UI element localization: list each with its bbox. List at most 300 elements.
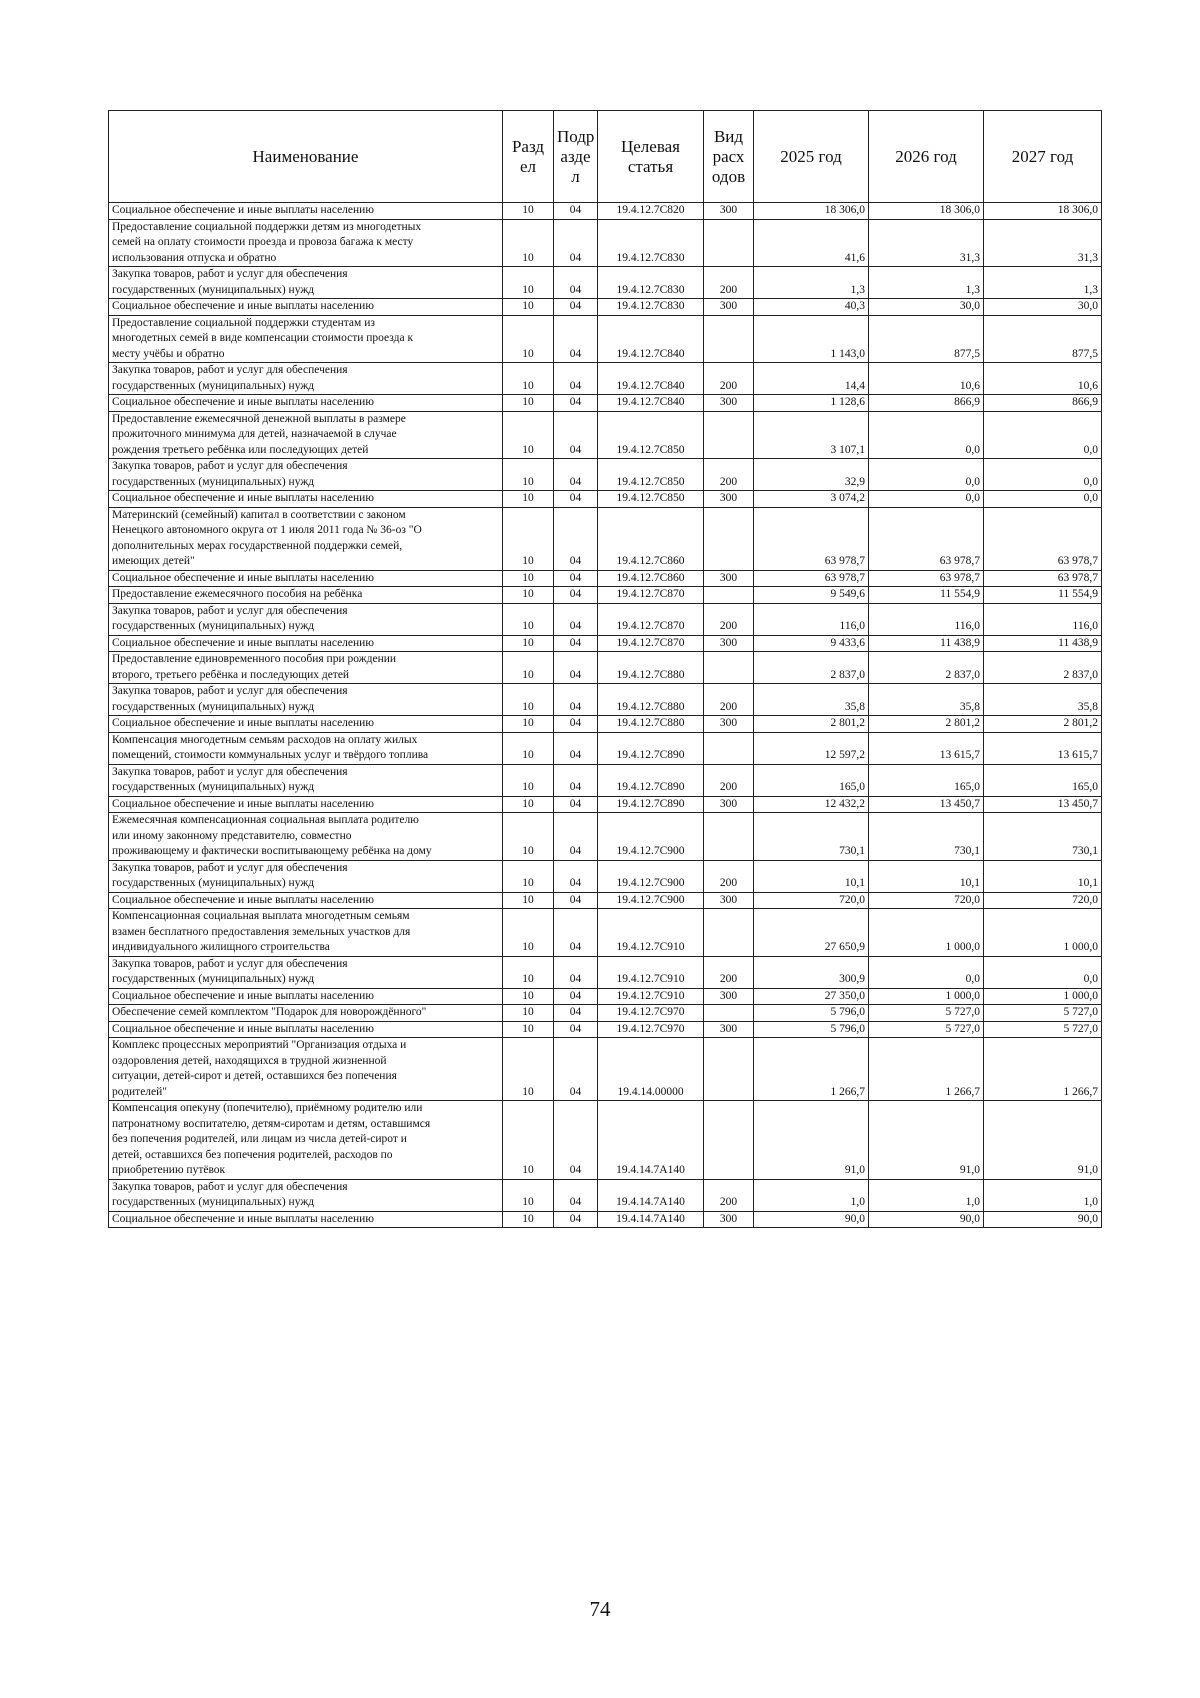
row-2026-value: 0,0 <box>869 491 984 508</box>
row-2027-value: 63 978,7 <box>984 507 1102 570</box>
table-row <box>109 491 1102 508</box>
row-target-cell: 19.4.12.7С910 <box>598 909 704 957</box>
row-subsection-cell: 04 <box>554 507 598 570</box>
row-2026-value: 866,9 <box>869 395 984 412</box>
row-name-cell: Закупка товаров, работ и услуг для обеспечения государственных (муниципальных) нужд <box>109 956 503 988</box>
table-row <box>109 603 1102 635</box>
row-name-cell: Закупка товаров, работ и услуг для обеспечения государственных (муниципальных) нужд <box>109 267 503 299</box>
table-row <box>109 635 1102 652</box>
row-expense-type-cell: 300 <box>704 988 754 1005</box>
row-name-cell: Комплекс процессных мероприятий "Организация отдыха и оздоровления детей, находящихся в трудной жизненной ситуации, детей-сирот и детей, оставшихся без попечения родителей" <box>109 1038 503 1101</box>
row-subsection-cell: 04 <box>554 988 598 1005</box>
row-section-cell: 10 <box>503 764 554 796</box>
table-header-row <box>109 111 1102 203</box>
row-2025-value: 63 978,7 <box>754 570 869 587</box>
row-2026-value: 11 554,9 <box>869 587 984 604</box>
row-2025-value: 32,9 <box>754 459 869 491</box>
table-row <box>109 587 1102 604</box>
row-expense-type-cell: 200 <box>704 860 754 892</box>
row-2027-value: 866,9 <box>984 395 1102 412</box>
row-2026-value: 2 801,2 <box>869 716 984 733</box>
row-expense-type-cell: 200 <box>704 684 754 716</box>
row-target-cell: 19.4.12.7С830 <box>598 267 704 299</box>
row-name-cell: Социальное обеспечение и иные выплаты населению <box>109 570 503 587</box>
table-row <box>109 764 1102 796</box>
table-row <box>109 363 1102 395</box>
row-2025-value: 9 433,6 <box>754 635 869 652</box>
row-section-cell: 10 <box>503 716 554 733</box>
row-2026-value: 720,0 <box>869 892 984 909</box>
row-2025-value: 12 432,2 <box>754 796 869 813</box>
row-name-cell: Социальное обеспечение и иные выплаты населению <box>109 716 503 733</box>
row-subsection-cell: 04 <box>554 1211 598 1228</box>
row-target-cell: 19.4.12.7С850 <box>598 459 704 491</box>
row-name-cell: Социальное обеспечение и иные выплаты населению <box>109 1211 503 1228</box>
table-row <box>109 716 1102 733</box>
table-row <box>109 570 1102 587</box>
row-target-cell: 19.4.14.00000 <box>598 1038 704 1101</box>
row-2025-value: 3 074,2 <box>754 491 869 508</box>
header-year-2027: 2027 год <box>984 111 1102 203</box>
row-name-cell: Предоставление единовременного пособия при рождении второго, третьего ребёнка и последующих детей <box>109 652 503 684</box>
row-name-cell: Закупка товаров, работ и услуг для обеспечения государственных (муниципальных) нужд <box>109 363 503 395</box>
row-2027-value: 5 727,0 <box>984 1021 1102 1038</box>
row-name-cell: Материнский (семейный) капитал в соответствии с законом Ненецкого автономного округа от 1 июля 2011 года № 36-оз "О дополнительных мерах государственной поддержки семей, имеющих детей" <box>109 507 503 570</box>
row-section-cell: 10 <box>503 603 554 635</box>
row-2025-value: 40,3 <box>754 299 869 316</box>
row-2026-value: 877,5 <box>869 315 984 363</box>
row-target-cell: 19.4.12.7С880 <box>598 652 704 684</box>
page-number: 74 <box>589 1597 611 1621</box>
row-subsection-cell: 04 <box>554 1005 598 1022</box>
row-name-cell: Компенсация многодетным семьям расходов на оплату жилых помещений, стоимости коммунальных услуг и твёрдого топлива <box>109 732 503 764</box>
row-2026-value: 13 615,7 <box>869 732 984 764</box>
row-expense-type-cell: 200 <box>704 363 754 395</box>
row-name-cell: Социальное обеспечение и иные выплаты населению <box>109 299 503 316</box>
row-2025-value: 90,0 <box>754 1211 869 1228</box>
row-2027-value: 877,5 <box>984 315 1102 363</box>
row-2025-value: 91,0 <box>754 1101 869 1180</box>
row-expense-type-cell <box>704 1101 754 1180</box>
row-target-cell: 19.4.12.7С970 <box>598 1021 704 1038</box>
row-target-cell: 19.4.12.7С870 <box>598 635 704 652</box>
row-2026-value: 1,3 <box>869 267 984 299</box>
row-subsection-cell: 04 <box>554 956 598 988</box>
table-row <box>109 459 1102 491</box>
row-name-cell: Закупка товаров, работ и услуг для обеспечения государственных (муниципальных) нужд <box>109 1179 503 1211</box>
row-subsection-cell: 04 <box>554 603 598 635</box>
row-2027-value: 30,0 <box>984 299 1102 316</box>
row-name-cell: Социальное обеспечение и иные выплаты населению <box>109 203 503 220</box>
row-target-cell: 19.4.12.7С850 <box>598 491 704 508</box>
row-2027-value: 116,0 <box>984 603 1102 635</box>
row-name-cell: Социальное обеспечение и иные выплаты населению <box>109 491 503 508</box>
row-2026-value: 0,0 <box>869 459 984 491</box>
row-2025-value: 10,1 <box>754 860 869 892</box>
row-target-cell: 19.4.12.7С880 <box>598 716 704 733</box>
header-year-2025: 2025 год <box>754 111 869 203</box>
row-section-cell: 10 <box>503 219 554 267</box>
row-2025-value: 1,0 <box>754 1179 869 1211</box>
row-2027-value: 720,0 <box>984 892 1102 909</box>
table-row <box>109 411 1102 459</box>
row-name-cell: Предоставление социальной поддержки студентам из многодетных семей в виде компенсации стоимости проезда к месту учёбы и обратно <box>109 315 503 363</box>
row-2026-value: 0,0 <box>869 956 984 988</box>
row-expense-type-cell: 200 <box>704 764 754 796</box>
table-row <box>109 395 1102 412</box>
row-subsection-cell: 04 <box>554 1101 598 1180</box>
row-expense-type-cell: 300 <box>704 1211 754 1228</box>
row-2025-value: 9 549,6 <box>754 587 869 604</box>
row-subsection-cell: 04 <box>554 587 598 604</box>
row-target-cell: 19.4.12.7С860 <box>598 507 704 570</box>
row-section-cell: 10 <box>503 956 554 988</box>
row-section-cell: 10 <box>503 1038 554 1101</box>
row-expense-type-cell: 300 <box>704 395 754 412</box>
row-subsection-cell: 04 <box>554 299 598 316</box>
row-2026-value: 1 000,0 <box>869 909 984 957</box>
row-section-cell: 10 <box>503 459 554 491</box>
row-2025-value: 1,3 <box>754 267 869 299</box>
row-subsection-cell: 04 <box>554 570 598 587</box>
row-name-cell: Ежемесячная компенсационная социальная выплата родителю или иному законному представителю, совместно проживающему и фактически воспитывающему ребёнка на дому <box>109 813 503 861</box>
row-section-cell: 10 <box>503 988 554 1005</box>
row-section-cell: 10 <box>503 411 554 459</box>
header-expense-type: Вид расх одов <box>704 111 754 203</box>
row-subsection-cell: 04 <box>554 635 598 652</box>
row-target-cell: 19.4.12.7С820 <box>598 203 704 220</box>
row-name-cell: Закупка товаров, работ и услуг для обеспечения государственных (муниципальных) нужд <box>109 459 503 491</box>
table-row <box>109 267 1102 299</box>
row-target-cell: 19.4.12.7С900 <box>598 892 704 909</box>
table-body <box>109 203 1102 1228</box>
row-subsection-cell: 04 <box>554 1021 598 1038</box>
row-expense-type-cell <box>704 1005 754 1022</box>
row-subsection-cell: 04 <box>554 684 598 716</box>
row-2026-value: 5 727,0 <box>869 1021 984 1038</box>
row-2025-value: 730,1 <box>754 813 869 861</box>
row-2025-value: 720,0 <box>754 892 869 909</box>
table-row <box>109 507 1102 570</box>
table-row <box>109 1038 1102 1101</box>
table-row <box>109 892 1102 909</box>
table-row <box>109 813 1102 861</box>
row-2026-value: 63 978,7 <box>869 570 984 587</box>
row-section-cell: 10 <box>503 315 554 363</box>
table-row <box>109 1005 1102 1022</box>
row-name-cell: Компенсационная социальная выплата многодетным семьям взамен бесплатного предоставления земельных участков для индивидуального жилищного строительства <box>109 909 503 957</box>
row-section-cell: 10 <box>503 652 554 684</box>
row-expense-type-cell: 300 <box>704 716 754 733</box>
table-row <box>109 1101 1102 1180</box>
row-subsection-cell: 04 <box>554 1179 598 1211</box>
row-section-cell: 10 <box>503 1005 554 1022</box>
row-expense-type-cell <box>704 315 754 363</box>
row-name-cell: Предоставление ежемесячной денежной выплаты в размере прожиточного минимума для детей, назначаемой в случае рождения третьего ребёнка или последующих детей <box>109 411 503 459</box>
row-subsection-cell: 04 <box>554 395 598 412</box>
row-subsection-cell: 04 <box>554 764 598 796</box>
row-2026-value: 31,3 <box>869 219 984 267</box>
row-target-cell: 19.4.12.7С870 <box>598 587 704 604</box>
row-section-cell: 10 <box>503 892 554 909</box>
row-2027-value: 11 438,9 <box>984 635 1102 652</box>
row-2025-value: 2 801,2 <box>754 716 869 733</box>
row-2026-value: 1 000,0 <box>869 988 984 1005</box>
header-section: Разд ел <box>503 111 554 203</box>
row-target-cell: 19.4.12.7С890 <box>598 796 704 813</box>
row-expense-type-cell: 300 <box>704 796 754 813</box>
row-2026-value: 13 450,7 <box>869 796 984 813</box>
row-expense-type-cell <box>704 1038 754 1101</box>
row-target-cell: 19.4.12.7С900 <box>598 813 704 861</box>
row-section-cell: 10 <box>503 203 554 220</box>
row-2026-value: 91,0 <box>869 1101 984 1180</box>
row-subsection-cell: 04 <box>554 909 598 957</box>
row-2027-value: 1 000,0 <box>984 909 1102 957</box>
row-2027-value: 11 554,9 <box>984 587 1102 604</box>
row-section-cell: 10 <box>503 860 554 892</box>
row-subsection-cell: 04 <box>554 203 598 220</box>
row-name-cell: Социальное обеспечение и иные выплаты населению <box>109 796 503 813</box>
row-2026-value: 30,0 <box>869 299 984 316</box>
row-2027-value: 18 306,0 <box>984 203 1102 220</box>
row-section-cell: 10 <box>503 635 554 652</box>
row-expense-type-cell: 300 <box>704 203 754 220</box>
row-name-cell: Предоставление социальной поддержки детям из многодетных семей на оплату стоимости проезда и провоза багажа к месту использования отпуска и обратно <box>109 219 503 267</box>
row-expense-type-cell <box>704 587 754 604</box>
header-year-2026: 2026 год <box>869 111 984 203</box>
row-2026-value: 11 438,9 <box>869 635 984 652</box>
row-subsection-cell: 04 <box>554 459 598 491</box>
row-2025-value: 1 266,7 <box>754 1038 869 1101</box>
row-expense-type-cell: 300 <box>704 892 754 909</box>
row-2025-value: 18 306,0 <box>754 203 869 220</box>
row-2027-value: 165,0 <box>984 764 1102 796</box>
row-target-cell: 19.4.12.7С840 <box>598 363 704 395</box>
row-2027-value: 1,3 <box>984 267 1102 299</box>
row-target-cell: 19.4.12.7С840 <box>598 315 704 363</box>
header-subsection: Подр азде л <box>554 111 598 203</box>
row-2025-value: 2 837,0 <box>754 652 869 684</box>
row-2025-value: 12 597,2 <box>754 732 869 764</box>
row-target-cell: 19.4.12.7С910 <box>598 956 704 988</box>
row-name-cell: Социальное обеспечение и иные выплаты населению <box>109 1021 503 1038</box>
row-section-cell: 10 <box>503 909 554 957</box>
row-section-cell: 10 <box>503 491 554 508</box>
row-2027-value: 1 000,0 <box>984 988 1102 1005</box>
row-2026-value: 730,1 <box>869 813 984 861</box>
row-subsection-cell: 04 <box>554 411 598 459</box>
row-target-cell: 19.4.12.7С840 <box>598 395 704 412</box>
row-section-cell: 10 <box>503 1021 554 1038</box>
table-row <box>109 315 1102 363</box>
row-name-cell: Закупка товаров, работ и услуг для обеспечения государственных (муниципальных) нужд <box>109 603 503 635</box>
row-2026-value: 0,0 <box>869 411 984 459</box>
row-expense-type-cell <box>704 507 754 570</box>
row-2027-value: 730,1 <box>984 813 1102 861</box>
row-2027-value: 35,8 <box>984 684 1102 716</box>
row-2027-value: 31,3 <box>984 219 1102 267</box>
row-section-cell: 10 <box>503 684 554 716</box>
row-subsection-cell: 04 <box>554 315 598 363</box>
row-2025-value: 5 796,0 <box>754 1005 869 1022</box>
table-row <box>109 956 1102 988</box>
row-target-cell: 19.4.12.7С970 <box>598 1005 704 1022</box>
row-target-cell: 19.4.12.7С870 <box>598 603 704 635</box>
row-2026-value: 10,6 <box>869 363 984 395</box>
row-subsection-cell: 04 <box>554 796 598 813</box>
table-row <box>109 796 1102 813</box>
row-target-cell: 19.4.12.7С830 <box>598 299 704 316</box>
row-2026-value: 116,0 <box>869 603 984 635</box>
row-2027-value: 0,0 <box>984 459 1102 491</box>
row-2027-value: 0,0 <box>984 411 1102 459</box>
row-expense-type-cell <box>704 219 754 267</box>
row-expense-type-cell <box>704 652 754 684</box>
row-section-cell: 10 <box>503 1101 554 1180</box>
row-2027-value: 2 801,2 <box>984 716 1102 733</box>
row-2025-value: 27 650,9 <box>754 909 869 957</box>
table-row <box>109 684 1102 716</box>
row-name-cell: Компенсация опекуну (попечителю), приёмному родителю или патронатному воспитателю, детям-сиротам и детям, оставшимся без попечения родителей, или лицам из числа детей-сирот и детей, оставшихся без попечения родителей, расходов по приобретению путёвок <box>109 1101 503 1180</box>
row-2025-value: 41,6 <box>754 219 869 267</box>
row-2027-value: 91,0 <box>984 1101 1102 1180</box>
row-subsection-cell: 04 <box>554 652 598 684</box>
row-2025-value: 27 350,0 <box>754 988 869 1005</box>
row-2025-value: 1 143,0 <box>754 315 869 363</box>
row-2026-value: 90,0 <box>869 1211 984 1228</box>
row-2027-value: 13 450,7 <box>984 796 1102 813</box>
row-2025-value: 1 128,6 <box>754 395 869 412</box>
budget-table <box>108 110 1102 1228</box>
row-2026-value: 5 727,0 <box>869 1005 984 1022</box>
row-section-cell: 10 <box>503 267 554 299</box>
row-expense-type-cell: 300 <box>704 1021 754 1038</box>
row-section-cell: 10 <box>503 507 554 570</box>
row-target-cell: 19.4.12.7С900 <box>598 860 704 892</box>
row-section-cell: 10 <box>503 813 554 861</box>
row-subsection-cell: 04 <box>554 363 598 395</box>
table-row <box>109 1211 1102 1228</box>
row-subsection-cell: 04 <box>554 813 598 861</box>
row-2026-value: 35,8 <box>869 684 984 716</box>
row-subsection-cell: 04 <box>554 716 598 733</box>
row-2026-value: 165,0 <box>869 764 984 796</box>
row-expense-type-cell <box>704 909 754 957</box>
row-target-cell: 19.4.12.7С830 <box>598 219 704 267</box>
row-2025-value: 300,9 <box>754 956 869 988</box>
row-target-cell: 19.4.14.7А140 <box>598 1211 704 1228</box>
row-2027-value: 63 978,7 <box>984 570 1102 587</box>
row-name-cell: Социальное обеспечение и иные выплаты населению <box>109 988 503 1005</box>
row-section-cell: 10 <box>503 732 554 764</box>
row-name-cell: Социальное обеспечение и иные выплаты населению <box>109 635 503 652</box>
row-2026-value: 1,0 <box>869 1179 984 1211</box>
row-2027-value: 10,1 <box>984 860 1102 892</box>
row-2026-value: 10,1 <box>869 860 984 892</box>
row-name-cell: Закупка товаров, работ и услуг для обеспечения государственных (муниципальных) нужд <box>109 860 503 892</box>
table-row <box>109 203 1102 220</box>
row-expense-type-cell: 200 <box>704 267 754 299</box>
row-expense-type-cell: 300 <box>704 299 754 316</box>
row-target-cell: 19.4.12.7С890 <box>598 732 704 764</box>
row-expense-type-cell <box>704 732 754 764</box>
table-row <box>109 219 1102 267</box>
row-name-cell: Закупка товаров, работ и услуг для обеспечения государственных (муниципальных) нужд <box>109 684 503 716</box>
row-expense-type-cell: 300 <box>704 491 754 508</box>
row-name-cell: Предоставление ежемесячного пособия на ребёнка <box>109 587 503 604</box>
row-2027-value: 0,0 <box>984 956 1102 988</box>
row-target-cell: 19.4.12.7С890 <box>598 764 704 796</box>
row-expense-type-cell: 200 <box>704 459 754 491</box>
row-2025-value: 3 107,1 <box>754 411 869 459</box>
row-expense-type-cell <box>704 813 754 861</box>
row-2027-value: 90,0 <box>984 1211 1102 1228</box>
table-row <box>109 732 1102 764</box>
row-name-cell: Социальное обеспечение и иные выплаты населению <box>109 395 503 412</box>
row-expense-type-cell: 200 <box>704 1179 754 1211</box>
row-expense-type-cell: 200 <box>704 603 754 635</box>
row-subsection-cell: 04 <box>554 892 598 909</box>
row-expense-type-cell <box>704 411 754 459</box>
row-2027-value: 0,0 <box>984 491 1102 508</box>
row-expense-type-cell: 300 <box>704 570 754 587</box>
row-target-cell: 19.4.12.7С860 <box>598 570 704 587</box>
header-name: Наименование <box>109 111 503 203</box>
table-row <box>109 909 1102 957</box>
row-2025-value: 165,0 <box>754 764 869 796</box>
row-name-cell: Обеспечение семей комплектом "Подарок для новорождённого" <box>109 1005 503 1022</box>
row-expense-type-cell: 200 <box>704 956 754 988</box>
row-section-cell: 10 <box>503 1179 554 1211</box>
table-row <box>109 860 1102 892</box>
row-2026-value: 1 266,7 <box>869 1038 984 1101</box>
row-2027-value: 10,6 <box>984 363 1102 395</box>
row-2025-value: 35,8 <box>754 684 869 716</box>
row-name-cell: Закупка товаров, работ и услуг для обеспечения государственных (муниципальных) нужд <box>109 764 503 796</box>
table-row <box>109 1179 1102 1211</box>
row-target-cell: 19.4.14.7А140 <box>598 1101 704 1180</box>
row-2026-value: 18 306,0 <box>869 203 984 220</box>
row-2025-value: 14,4 <box>754 363 869 395</box>
row-target-cell: 19.4.14.7А140 <box>598 1179 704 1211</box>
row-2027-value: 1 266,7 <box>984 1038 1102 1101</box>
row-subsection-cell: 04 <box>554 1038 598 1101</box>
row-section-cell: 10 <box>503 299 554 316</box>
row-section-cell: 10 <box>503 570 554 587</box>
row-target-cell: 19.4.12.7С910 <box>598 988 704 1005</box>
table-row <box>109 988 1102 1005</box>
row-section-cell: 10 <box>503 1211 554 1228</box>
table-row <box>109 299 1102 316</box>
row-section-cell: 10 <box>503 395 554 412</box>
row-subsection-cell: 04 <box>554 732 598 764</box>
row-subsection-cell: 04 <box>554 267 598 299</box>
row-section-cell: 10 <box>503 363 554 395</box>
row-2026-value: 2 837,0 <box>869 652 984 684</box>
row-target-cell: 19.4.12.7С880 <box>598 684 704 716</box>
row-2025-value: 5 796,0 <box>754 1021 869 1038</box>
row-subsection-cell: 04 <box>554 219 598 267</box>
row-2025-value: 63 978,7 <box>754 507 869 570</box>
row-section-cell: 10 <box>503 587 554 604</box>
row-name-cell: Социальное обеспечение и иные выплаты населению <box>109 892 503 909</box>
table-row <box>109 652 1102 684</box>
row-target-cell: 19.4.12.7С850 <box>598 411 704 459</box>
row-subsection-cell: 04 <box>554 491 598 508</box>
row-2025-value: 116,0 <box>754 603 869 635</box>
row-2027-value: 5 727,0 <box>984 1005 1102 1022</box>
